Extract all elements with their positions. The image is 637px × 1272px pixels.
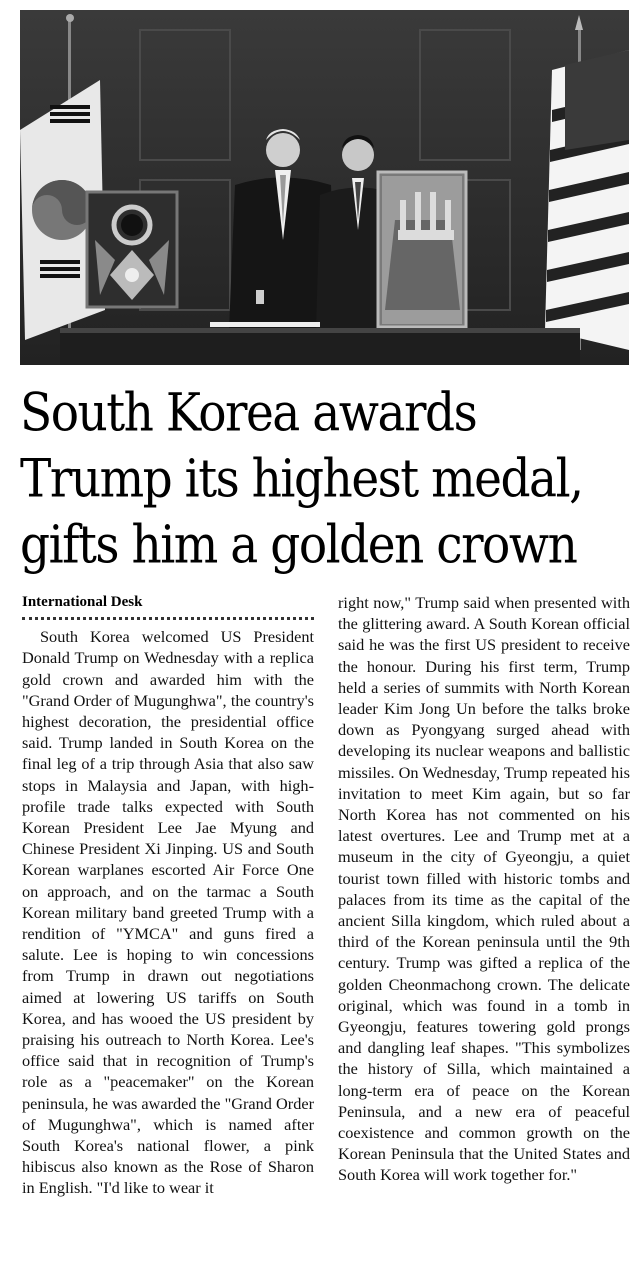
table: [60, 322, 580, 365]
article-body-part-1: South Korea welcomed US President Donald Trump on Wednesday with a replica gold crown and awarded him with the "Grand Order of Mugunghwa", the country's highest decoration, the presidential office said. Trump landed in South Korea on the final leg of a trip through Asia that also saw stops in Malaysia and Japan, with high-profile trade talks expected with South Korean President Lee Jae Myung and Chinese President Xi Jinping. US and South Korean warplanes escorted Air Force One on approach, and on the tarmac a South Korean military band greeted Trump with a rendition of "YMCA" and guns fired a salute. Lee is hoping to win concessions from Trump in drawn out negotiations aimed at lowering US tariffs on South Korea, and has wooed the US president by praising his outreach to North Korea. Lee's office said that in recognition of Trump's role as a "peacemaker" on the Korean peninsula, he was awarded the "Grand Order of Mugunghwa", which is named after South Korea's national flower, a pink hibiscus also known as the Rose of Sharon in English. "I'd like to wear it: [22, 627, 314, 1198]
crown-case: [378, 172, 466, 327]
byline: International Desk: [22, 592, 314, 620]
article-body-part-2: right now," Trump said when presented with the glittering award. A South Korean official said he was the first US president to receive the honour. During his first term, Trump held a series of summits with North Korean leader Kim Jong Un before the talks broke down as Pyongyang surged ahead with developing its nuclear weapons and ballistic missiles. On Wednesday, Trump repeated his invitation to meet Kim again, but so far North Korea has not commented on his latest overtures. Lee and Trump met at a museum in the city of Gyeongju, a quiet tourist town filled with historic tombs and palaces from its time as the capital of the ancient Silla kingdom, which ruled about a third of the Korean peninsula until the 9th century. Trump was gifted a replica of the golden Cheonmachong crown. The delicate original, which was found in a tomb in Gyeongju, features towering gold prongs and dangling leaf shapes. "This symbolizes the history of Silla, which maintained a long-term era of peace on the Korean Peninsula, and a new era of peaceful coexistence and common growth on the Korean Peninsula that the United States and South Korea will work together for.": [338, 593, 630, 1185]
article-column-left: [22, 592, 314, 1199]
ceremony-photo-illustration: [20, 10, 629, 365]
medal-case: [87, 192, 177, 307]
article-column-right: [338, 592, 630, 1186]
headline: South Korea awards Trump its highest medal, gifts him a golden crown: [20, 382, 583, 576]
article-photo: [20, 10, 629, 365]
